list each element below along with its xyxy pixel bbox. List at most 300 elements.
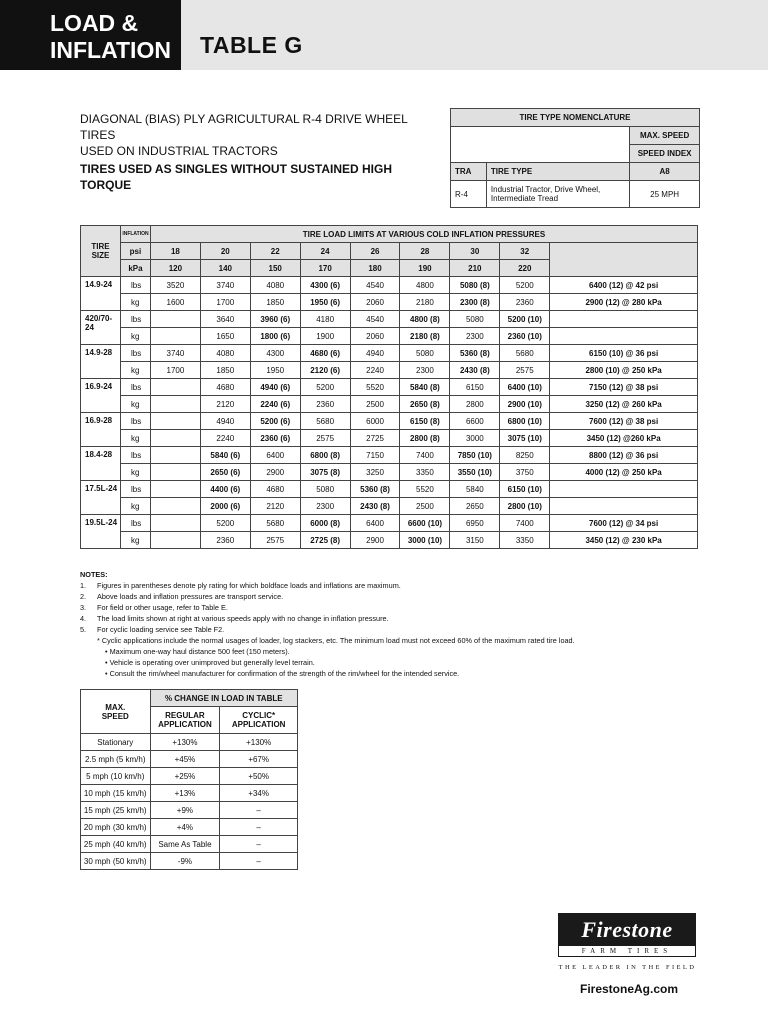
unit-lbs: lbs bbox=[120, 481, 150, 498]
psi-value: 32 bbox=[500, 243, 550, 260]
table-row bbox=[81, 734, 298, 751]
load-cell: 3350 bbox=[500, 532, 550, 549]
kpa-value: 150 bbox=[250, 260, 300, 277]
cyclic-header-line-2: APPLICATION bbox=[231, 720, 286, 729]
load-cell: 2300 (8) bbox=[450, 294, 500, 311]
regular-change-cell: +9% bbox=[150, 802, 220, 819]
max-speed-header: MAX. SPEED bbox=[630, 127, 700, 145]
tire-type-line-2: Intermediate Tread bbox=[490, 194, 559, 203]
load-cell: 2360 bbox=[500, 294, 550, 311]
load-cell: 1850 bbox=[250, 294, 300, 311]
regular-change-cell: -9% bbox=[150, 853, 220, 870]
load-cell: 6800 (10) bbox=[500, 413, 550, 430]
cyclic-change-cell: – bbox=[220, 802, 298, 819]
tire-type-value bbox=[486, 181, 629, 208]
cyclic-header bbox=[220, 707, 298, 734]
load-cell: 1950 (6) bbox=[300, 294, 350, 311]
header-badge bbox=[0, 0, 181, 70]
nomenclature-blank bbox=[451, 127, 630, 163]
note-item bbox=[80, 624, 680, 635]
load-cell: 5080 bbox=[400, 345, 450, 362]
load-cell: 7400 bbox=[500, 515, 550, 532]
load-cell: 5080 (8) bbox=[450, 277, 500, 294]
notes-title: NOTES: bbox=[80, 570, 108, 579]
change-header: % CHANGE IN LOAD IN TABLE bbox=[150, 690, 297, 707]
brand-tagline: THE LEADER IN THE FIELD bbox=[558, 964, 697, 971]
load-cell: 5840 (6) bbox=[200, 447, 250, 464]
regular-change-cell: +13% bbox=[150, 785, 220, 802]
load-cell: 4180 bbox=[300, 311, 350, 328]
tire-size-header-line-2: SIZE bbox=[91, 251, 110, 260]
load-cell: 2430 (8) bbox=[450, 362, 500, 379]
kpa-value: 140 bbox=[200, 260, 250, 277]
cyclic-change-cell: – bbox=[220, 836, 298, 853]
load-cell: 5200 (10) bbox=[500, 311, 550, 328]
load-cell: 8250 bbox=[500, 447, 550, 464]
load-cell: 3000 (10) bbox=[400, 532, 450, 549]
load-cell: 3960 (6) bbox=[250, 311, 300, 328]
regular-header-line-1: REGULAR bbox=[165, 711, 205, 720]
tire-size: 19.5L-24 bbox=[81, 515, 121, 549]
note-item bbox=[80, 580, 680, 591]
load-cell bbox=[150, 464, 200, 481]
table-row bbox=[81, 345, 698, 362]
max-load-cell: 6400 (12) @ 42 psi bbox=[550, 277, 698, 294]
psi-value: 18 bbox=[150, 243, 200, 260]
psi-value: 20 bbox=[200, 243, 250, 260]
speed-index-header: SPEED INDEX bbox=[630, 145, 700, 163]
note-bullet: • Vehicle is operating over unimproved but generally level terrain. bbox=[105, 658, 315, 667]
load-cell: 2650 (8) bbox=[400, 396, 450, 413]
load-cell: 2360 (6) bbox=[250, 430, 300, 447]
kpa-value: 190 bbox=[400, 260, 450, 277]
load-cell: 4940 (6) bbox=[250, 379, 300, 396]
load-cell: 3075 (8) bbox=[300, 464, 350, 481]
load-cell: 5840 (8) bbox=[400, 379, 450, 396]
load-cell: 2500 bbox=[400, 498, 450, 515]
load-cell: 2650 (6) bbox=[200, 464, 250, 481]
load-cell: 3640 bbox=[200, 311, 250, 328]
tire-size-header-line-1: TIRE bbox=[91, 242, 110, 251]
load-cell: 2300 bbox=[300, 498, 350, 515]
load-cell: 1700 bbox=[150, 362, 200, 379]
note-text: Above loads and inflation pressures are transport service. bbox=[97, 592, 284, 601]
speed-cell: 25 mph (40 km/h) bbox=[81, 836, 151, 853]
table-row bbox=[81, 311, 698, 328]
cyclic-note: * Cyclic applications include the normal usages of loader, log stackers, etc. The minimum load must not exceed 60% of the maximum rated tire load. bbox=[97, 636, 575, 645]
table-row bbox=[81, 277, 698, 294]
speed-cell: 10 mph (15 km/h) bbox=[81, 785, 151, 802]
table-row bbox=[81, 532, 698, 549]
cyclic-change-cell: – bbox=[220, 819, 298, 836]
intro-line-1: DIAGONAL (BIAS) PLY AGRICULTURAL R-4 DRIVE WHEEL TIRES bbox=[80, 112, 408, 142]
load-cell: 2800 bbox=[450, 396, 500, 413]
load-cell: 2900 bbox=[250, 464, 300, 481]
max-load-cell: 2900 (12) @ 280 kPa bbox=[550, 294, 698, 311]
max-load-cell: 2800 (10) @ 250 kPa bbox=[550, 362, 698, 379]
load-table-title: TIRE LOAD LIMITS AT VARIOUS COLD INFLATION PRESSURES bbox=[150, 226, 697, 243]
load-cell bbox=[150, 396, 200, 413]
firestone-logo bbox=[558, 913, 696, 957]
speed-cell: Stationary bbox=[81, 734, 151, 751]
tire-size: 16.9-28 bbox=[81, 413, 121, 447]
load-cell bbox=[150, 328, 200, 345]
load-cell: 5200 bbox=[300, 379, 350, 396]
max-load-cell bbox=[550, 328, 698, 345]
note-text: For field or other usage, refer to Table E. bbox=[97, 603, 228, 612]
load-cell: 2300 bbox=[450, 328, 500, 345]
max-speed-value: 25 MPH bbox=[630, 181, 700, 208]
max-load-cell bbox=[550, 311, 698, 328]
load-cell: 2725 bbox=[350, 430, 400, 447]
unit-lbs: lbs bbox=[120, 345, 150, 362]
load-cell: 2500 bbox=[350, 396, 400, 413]
load-cell: 2575 bbox=[500, 362, 550, 379]
psi-value: 30 bbox=[450, 243, 500, 260]
load-cell: 3740 bbox=[150, 345, 200, 362]
load-cell: 2725 (8) bbox=[300, 532, 350, 549]
table-row bbox=[81, 802, 298, 819]
max-load-cell: 6150 (10) @ 36 psi bbox=[550, 345, 698, 362]
max-load-cell: 7600 (12) @ 34 psi bbox=[550, 515, 698, 532]
note-item bbox=[80, 591, 680, 602]
max-load-cell: 7600 (12) @ 38 psi bbox=[550, 413, 698, 430]
table-row bbox=[81, 836, 298, 853]
unit-kg: kg bbox=[120, 532, 150, 549]
regular-change-cell: +130% bbox=[150, 734, 220, 751]
speed-cell: 30 mph (50 km/h) bbox=[81, 853, 151, 870]
load-cell: 2120 bbox=[200, 396, 250, 413]
load-cell bbox=[150, 413, 200, 430]
intro-line-2: USED ON INDUSTRIAL TRACTORS bbox=[80, 144, 278, 158]
max-load-cell: 8800 (12) @ 36 psi bbox=[550, 447, 698, 464]
load-cell: 4080 bbox=[250, 277, 300, 294]
regular-change-cell: +45% bbox=[150, 751, 220, 768]
cyclic-bullets bbox=[80, 646, 680, 679]
psi-value: 24 bbox=[300, 243, 350, 260]
max-speed-col-line-2: SPEED bbox=[101, 711, 129, 721]
load-cell: 5680 bbox=[250, 515, 300, 532]
load-cell: 2900 (10) bbox=[500, 396, 550, 413]
load-cell: 2575 bbox=[300, 430, 350, 447]
load-cell: 2240 (6) bbox=[250, 396, 300, 413]
load-cell: 2800 (10) bbox=[500, 498, 550, 515]
load-cell: 2000 (6) bbox=[200, 498, 250, 515]
load-limit-table bbox=[80, 225, 698, 549]
load-cell: 6400 bbox=[250, 447, 300, 464]
note-number: 1. bbox=[80, 581, 87, 590]
load-cell bbox=[150, 447, 200, 464]
max-load-cell bbox=[550, 498, 698, 515]
load-cell: 6600 bbox=[450, 413, 500, 430]
load-cell bbox=[150, 481, 200, 498]
load-cell: 3075 (10) bbox=[500, 430, 550, 447]
load-cell: 6800 (8) bbox=[300, 447, 350, 464]
load-cell: 5360 (8) bbox=[450, 345, 500, 362]
header-line-2: INFLATION bbox=[50, 37, 171, 63]
load-cell: 3350 bbox=[400, 464, 450, 481]
unit-kg: kg bbox=[120, 430, 150, 447]
load-cell: 2120 bbox=[250, 498, 300, 515]
psi-value: 22 bbox=[250, 243, 300, 260]
kpa-value: 120 bbox=[150, 260, 200, 277]
unit-lbs: lbs bbox=[120, 277, 150, 294]
load-cell: 6150 (8) bbox=[400, 413, 450, 430]
load-cell: 4540 bbox=[350, 311, 400, 328]
table-row bbox=[81, 464, 698, 481]
note-item bbox=[80, 602, 680, 613]
cyclic-change-cell: – bbox=[220, 853, 298, 870]
unit-kg: kg bbox=[120, 362, 150, 379]
load-cell bbox=[150, 515, 200, 532]
speed-index-value: A8 bbox=[630, 163, 700, 181]
load-cell: 6400 (10) bbox=[500, 379, 550, 396]
load-cell: 1600 bbox=[150, 294, 200, 311]
table-row bbox=[81, 430, 698, 447]
load-cell: 3750 bbox=[500, 464, 550, 481]
psi-label: psi bbox=[120, 243, 150, 260]
load-cell: 4680 bbox=[250, 481, 300, 498]
speed-cell: 5 mph (10 km/h) bbox=[81, 768, 151, 785]
load-cell: 3740 bbox=[200, 277, 250, 294]
load-cell: 4680 (6) bbox=[300, 345, 350, 362]
table-row bbox=[81, 362, 698, 379]
cyclic-change-cell: +130% bbox=[220, 734, 298, 751]
load-cell: 2800 (8) bbox=[400, 430, 450, 447]
load-cell bbox=[150, 379, 200, 396]
cyclic-change-cell: +50% bbox=[220, 768, 298, 785]
nomenclature-title: TIRE TYPE NOMENCLATURE bbox=[451, 109, 700, 127]
unit-lbs: lbs bbox=[120, 515, 150, 532]
table-row bbox=[81, 785, 298, 802]
header-line-1: LOAD & bbox=[50, 10, 139, 36]
load-cell: 1700 bbox=[200, 294, 250, 311]
load-cell bbox=[150, 532, 200, 549]
tire-size: 18.4-28 bbox=[81, 447, 121, 481]
table-row bbox=[81, 819, 298, 836]
website-link[interactable]: FirestoneAg.com bbox=[579, 982, 678, 996]
tra-header: TRA bbox=[451, 163, 487, 181]
note-number: 4. bbox=[80, 614, 87, 623]
load-cell: 2575 bbox=[250, 532, 300, 549]
cyclic-header-line-1: CYCLIC* bbox=[242, 711, 276, 720]
load-cell bbox=[150, 498, 200, 515]
table-row bbox=[81, 853, 298, 870]
unit-kg: kg bbox=[120, 328, 150, 345]
tire-type-line-1: Industrial Tractor, Drive Wheel, bbox=[490, 185, 601, 194]
note-item bbox=[80, 613, 680, 624]
tire-size: 14.9-24 bbox=[81, 277, 121, 311]
tire-size: 14.9-28 bbox=[81, 345, 121, 379]
regular-change-cell: +4% bbox=[150, 819, 220, 836]
tire-size: 17.5L-24 bbox=[81, 481, 121, 515]
note-bullet: • Maximum one-way haul distance 500 feet (150 meters). bbox=[105, 647, 290, 656]
load-cell: 4940 bbox=[350, 345, 400, 362]
table-row bbox=[81, 498, 698, 515]
load-cell: 2180 (8) bbox=[400, 328, 450, 345]
logo-band: FARM TIRES bbox=[558, 945, 696, 957]
table-row bbox=[81, 447, 698, 464]
kpa-label: kPa bbox=[120, 260, 150, 277]
max-load-cell bbox=[550, 481, 698, 498]
load-cell: 4400 (6) bbox=[200, 481, 250, 498]
tire-type-header: TIRE TYPE bbox=[486, 163, 629, 181]
note-number: 3. bbox=[80, 603, 87, 612]
regular-header-line-2: APPLICATION bbox=[158, 720, 212, 729]
intro-line-3: TIRES USED AS SINGLES WITHOUT SUSTAINED HIGH TORQUE bbox=[80, 162, 393, 192]
table-row bbox=[81, 768, 298, 785]
max-column-header bbox=[550, 243, 698, 277]
load-cell: 1900 bbox=[300, 328, 350, 345]
unit-kg: kg bbox=[120, 464, 150, 481]
load-cell: 6950 bbox=[450, 515, 500, 532]
note-number: 2. bbox=[80, 592, 87, 601]
load-cell: 4940 bbox=[200, 413, 250, 430]
max-load-cell: 3250 (12) @ 260 kPa bbox=[550, 396, 698, 413]
load-cell: 4080 bbox=[200, 345, 250, 362]
table-row bbox=[81, 751, 298, 768]
load-cell: 2430 (8) bbox=[350, 498, 400, 515]
table-row bbox=[81, 379, 698, 396]
load-cell: 2360 bbox=[300, 396, 350, 413]
tire-size: 420/70-24 bbox=[81, 311, 121, 345]
load-cell: 6000 bbox=[350, 413, 400, 430]
unit-kg: kg bbox=[120, 396, 150, 413]
notes-list bbox=[80, 580, 680, 635]
max-speed-col-header bbox=[81, 690, 151, 734]
load-cell: 1650 bbox=[200, 328, 250, 345]
page-title: TABLE G bbox=[200, 32, 303, 58]
psi-value: 26 bbox=[350, 243, 400, 260]
regular-header bbox=[150, 707, 220, 734]
max-load-cell: 3450 (12) @260 kPa bbox=[550, 430, 698, 447]
note-number: 5. bbox=[80, 625, 87, 634]
note-text: For cyclic loading service see Table F2. bbox=[97, 625, 225, 634]
kpa-value: 220 bbox=[500, 260, 550, 277]
load-cell: 7150 bbox=[350, 447, 400, 464]
load-cell: 3150 bbox=[450, 532, 500, 549]
cyclic-change-cell: +34% bbox=[220, 785, 298, 802]
load-cell: 2900 bbox=[350, 532, 400, 549]
table-row bbox=[81, 294, 698, 311]
load-cell: 3520 bbox=[150, 277, 200, 294]
load-cell: 4680 bbox=[200, 379, 250, 396]
unit-kg: kg bbox=[120, 294, 150, 311]
table-row bbox=[81, 481, 698, 498]
load-cell: 2120 (6) bbox=[300, 362, 350, 379]
speed-cell: 15 mph (25 km/h) bbox=[81, 802, 151, 819]
intro-text bbox=[80, 111, 440, 193]
load-cell: 6150 bbox=[450, 379, 500, 396]
table-row bbox=[81, 413, 698, 430]
load-cell bbox=[150, 311, 200, 328]
speed-adjustment-table bbox=[80, 689, 298, 870]
load-cell: 2240 bbox=[200, 430, 250, 447]
max-speed-col-line-1: MAX. bbox=[105, 702, 126, 712]
load-cell: 2300 bbox=[400, 362, 450, 379]
max-load-cell: 3450 (12) @ 230 kPa bbox=[550, 532, 698, 549]
speed-cell: 20 mph (30 km/h) bbox=[81, 819, 151, 836]
load-cell bbox=[150, 430, 200, 447]
load-cell: 6600 (10) bbox=[400, 515, 450, 532]
load-cell: 5080 bbox=[300, 481, 350, 498]
load-cell: 5840 bbox=[450, 481, 500, 498]
load-cell: 4540 bbox=[350, 277, 400, 294]
table-row bbox=[81, 328, 698, 345]
regular-change-cell: +25% bbox=[150, 768, 220, 785]
regular-change-cell: Same As Table bbox=[150, 836, 220, 853]
load-cell: 5080 bbox=[450, 311, 500, 328]
note-text: The load limits shown at right at various speeds apply with no change in inflation pressure. bbox=[97, 614, 389, 623]
load-cell: 5200 (6) bbox=[250, 413, 300, 430]
load-cell: 1850 bbox=[200, 362, 250, 379]
table-row bbox=[81, 515, 698, 532]
load-cell: 5200 bbox=[500, 277, 550, 294]
psi-value: 28 bbox=[400, 243, 450, 260]
load-cell: 1950 bbox=[250, 362, 300, 379]
note-bullet: • Consult the rim/wheel manufacturer for confirmation of the strength of the rim/wheel for the intended service. bbox=[105, 669, 460, 678]
load-cell: 2180 bbox=[400, 294, 450, 311]
load-cell: 3000 bbox=[450, 430, 500, 447]
load-cell: 3550 (10) bbox=[450, 464, 500, 481]
load-cell: 2650 bbox=[450, 498, 500, 515]
cyclic-change-cell: +67% bbox=[220, 751, 298, 768]
tra-value: R-4 bbox=[451, 181, 487, 208]
nomenclature-table bbox=[450, 108, 700, 208]
tire-size: 16.9-24 bbox=[81, 379, 121, 413]
kpa-value: 170 bbox=[300, 260, 350, 277]
load-cell: 5360 (8) bbox=[350, 481, 400, 498]
load-cell: 4300 (6) bbox=[300, 277, 350, 294]
load-cell: 5520 bbox=[350, 379, 400, 396]
load-cell: 7850 (10) bbox=[450, 447, 500, 464]
unit-lbs: lbs bbox=[120, 379, 150, 396]
load-cell: 6000 (8) bbox=[300, 515, 350, 532]
load-cell: 2360 (10) bbox=[500, 328, 550, 345]
unit-kg: kg bbox=[120, 498, 150, 515]
tire-size-header bbox=[81, 226, 121, 277]
load-cell: 4800 (8) bbox=[400, 311, 450, 328]
note-text: Figures in parentheses denote ply rating for which boldface loads and inflations are maximum. bbox=[97, 581, 401, 590]
load-cell: 3250 bbox=[350, 464, 400, 481]
load-cell: 5200 bbox=[200, 515, 250, 532]
load-cell: 4300 bbox=[250, 345, 300, 362]
unit-lbs: lbs bbox=[120, 311, 150, 328]
speed-cell: 2.5 mph (5 km/h) bbox=[81, 751, 151, 768]
load-cell: 2060 bbox=[350, 294, 400, 311]
kpa-value: 180 bbox=[350, 260, 400, 277]
load-cell: 5520 bbox=[400, 481, 450, 498]
load-cell: 2060 bbox=[350, 328, 400, 345]
load-cell: 2240 bbox=[350, 362, 400, 379]
max-load-cell: 4000 (12) @ 250 kPa bbox=[550, 464, 698, 481]
load-cell: 7400 bbox=[400, 447, 450, 464]
notes-section bbox=[80, 569, 680, 679]
logo-name: Firestone bbox=[581, 917, 673, 942]
kpa-value: 210 bbox=[450, 260, 500, 277]
load-cell: 6400 bbox=[350, 515, 400, 532]
load-cell: 2360 bbox=[200, 532, 250, 549]
unit-lbs: lbs bbox=[120, 413, 150, 430]
load-cell: 1800 (6) bbox=[250, 328, 300, 345]
load-cell: 6150 (10) bbox=[500, 481, 550, 498]
table-row bbox=[81, 396, 698, 413]
load-cell: 5680 bbox=[300, 413, 350, 430]
load-cell: 5680 bbox=[500, 345, 550, 362]
load-cell: 4800 bbox=[400, 277, 450, 294]
max-load-cell: 7150 (12) @ 38 psi bbox=[550, 379, 698, 396]
inflation-header: INFLATION bbox=[120, 226, 150, 243]
